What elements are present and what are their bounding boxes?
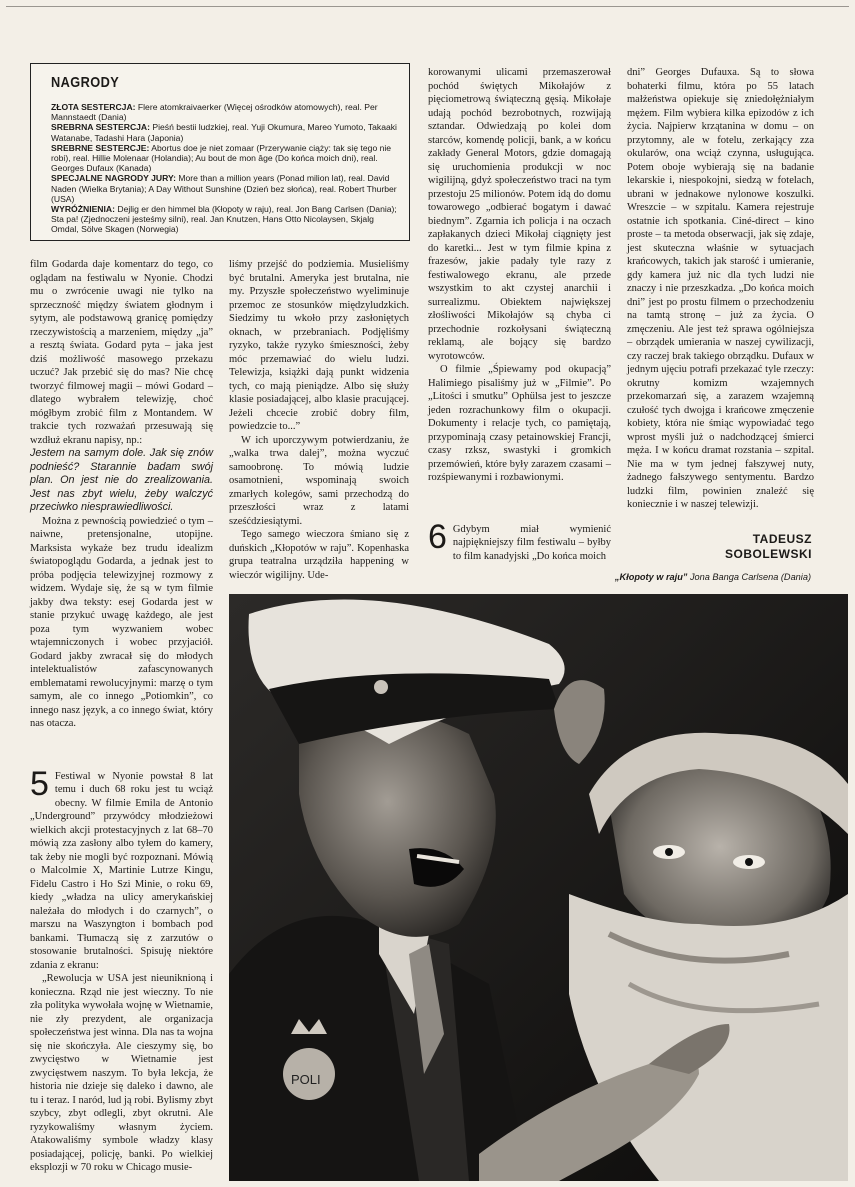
- badge-text: POLI: [291, 1072, 321, 1087]
- article-paragraph: „Rewolucja w USA jest nieuniknioną i konieczna. Rząd nie jest wieczny. To nie zła polityka wywołała wojnę w Wietnamie, nie zły prezydent, ale organizacja społeczeństwa jest winna. Dla nas ta wojna się nie skończyła. Ale cieszymy się, bo zwycięstwo w Wietnamie jest zwycięstwem naszym. To była lekcja, że historia nie dzieje się daleko i dawno, ale tu i teraz. I naród, lud ją robi. Bylismy zbyt szybcy, zbyt odlegli, zbyt okrutni. Ale ryzykowaliśmy własnym życiem. Atakowaliśmy symbole władzy klasy posiadającej, policję, banki. Po wielkiej eksplozji w 70 roku w Chicago musie-: [30, 973, 213, 1173]
- article-paragraph: O filmie „Śpiewamy pod okupacją” Halimiego pisaliśmy już w „Filmie”. Po „Litości i smutku” Ophülsa jest to jeszcze jeden rozrachunkowy film o okupacji. Dokumenty i relacje tych, co pamiętają, przypominają czasy petainowskiej Francji, czasy rzksz, swastyki i gromkich przemówień, które były zarazem czasami – rozśpiewanymi i rozbawionymi.: [428, 364, 611, 483]
- article-paragraph: W ich uporczywym potwierdzaniu, że „walka trwa dalej”, można wyczuć samoobronę. To mówią ludzie osamotnieni, wspominają swoich zmarłych kolegów, sami przechodzą do przeszłości wraz z latami sześćdziesiątymi.: [229, 434, 409, 527]
- awards-list: [41, 102, 399, 235]
- column-2: [229, 258, 409, 582]
- award-item: WYRÓŻNIENIA: Dejlig er den himmel bla (Kłopoty w raju), real. Jon Bang Carlsen (Dania); Sta pa! (Zjednoczeni jesteśmy silni), real. Jan Knutzen, Hans Otto Nicolaysen, Skjalg Omdal, Sölve Skagen (Norwegia): [51, 204, 397, 235]
- author-signature: [700, 532, 812, 562]
- article-paragraph: 5 Festiwal w Nyonie powstał 8 lat temu i duch 68 roku jest tu wciąż obecny. W filmie Emila de Antonio „Underground” przywódcy młodzieżowi wielkich akcji protestacyjnych z lat 68–70 mówią zza zasłony albo tyłem do kamery, tak żeby nie mogli być rozpoznani. Mówią o Malcolmie X, Martinie Lutrze Kingu, Fidelu Castro i Ho Szi Minie, o roku 69, kiedy „władza na ulicy amerykańskiej należała do młodych i do czarnych”, o marszu na Waszyngton i bombach pod bankami. Tłumaczą się z zarzutów o stosowanie brutalności. Spisuję niektóre zdania z ekranu:: [30, 764, 213, 971]
- award-item: ZŁOTA SESTERCJA: Flere atomkraivaerker (Więcej ośrodków atomowych), real. Per Mannstaedt (Dania): [51, 102, 378, 123]
- award-item: SREBRNA SESTERCJA: Pieśń bestii ludzkiej, real. Yuji Okumura, Mareo Yumoto, Takaaki Watanabe, Tadashi Hara (Japonia): [51, 122, 397, 143]
- article-paragraph: dni” Georges Dufauxa. Są to słowa bohaterki filmu, która po 55 latach małżeństwa opiekuje się zniedołężniałym mężem. Film wybiera kilka epizodów z ich życia. Najpierw krzątanina w domu – on przytomny, ale w fotelu, zerkający zza okularów, ona wciąż czynna, usługująca. Potem oboje wybierają się na badanie lekarskie i, niespokojni, siedzą w fotelach, ubrani w jednakowe nylonowe koszulki. Wreszcie – w szpitalu. Kamera rejestruje ostatnie ich spotkania. Ciné-direct – kino proste – ta metoda obserwacji, jak się zdaje, jest skuteczna właśnie w sytuacjach krańcowych, takich jak starość i umieranie, gdy kamera już nic dla tych ludzi nie znaczy i nie przeszkadza. „Do końca moich dni” jest po prostu filmem o przechodzeniu na tamtą stronę – już za życia. O zmęczeniu. Ale jest też sprawa ogólniejsza – obrządek umierania w naszej cywilizacji, czy raczej brak takiego obrządku. Dufaux w jednym ujęciu potrafi przekazać tyle rzeczy: okrutny komizm wzajemnych przekomarzań się, a zarazem wzajemną czułość tych dwojga i krańcowe zmęczenie kobiety, która nie śmiąc wypowiadać tego wprost myśli już o nadchodzącej śmierci męża. I w końcu dramat rozstania – szpital. Nie ma w tym jednej fałszywej nuty, żadnego fałszywego sentymentu. Bardzo ludzki film, powinien znaleźć się koniecznie i w naszej telewizji.: [627, 67, 814, 510]
- article-paragraph: 6 Gdybym miał wymienić najpiękniejszy film festiwalu – byłby to film kanadyjski „Do końca moich: [428, 517, 611, 562]
- film-still-photo: [229, 594, 848, 1181]
- column-3: [428, 66, 611, 563]
- column-1: [30, 258, 213, 1175]
- article-paragraph: liśmy przejść do podziemia. Musieliśmy być brutalni. Ameryka jest brutalna, nie my. Przyszłe społeczeństwo wyeliminuje przemoc ze stosunków międzyludzkich. Siedzimy tu wkoło przy zasłoniętych oknach, w przebraniach. Podjęliśmy ryzyko, także ryzyko śmieszności, żeby móc przemawiać do wielu ludzi. Telewizja, książki dają punkt widzenia tych, co mają pieniądze. Albo się służy klasie posiadającej, albo klasie pracującej. Jeżeli chcecie zrobić dobry film, powiedzcie to...”: [229, 259, 409, 432]
- award-item: SPECJALNE NAGRODY JURY: More than a million years (Ponad milion lat), real. David Naden (Wielka Brytania); A Day Without Sunshine (Dzień bez słońca), real. Robert Thurber (USA): [51, 173, 397, 204]
- column-4: [627, 66, 814, 512]
- article-paragraph: Można z pewnością powiedzieć o tym – naiwne, pretensjonalne, utopijne. Marksista wykaże bez trudu idealizm światopoglądu Godarda, a jednak jest to próba podjęcia telewizyjnej rozmowy z widzem. Wydaje się, że są w tym filmie jakby dwa teksty: esej Godarda jest w stanie przykuć uwagę każdego, ale jest poza tym wyzwaniem wobec wtajemniczonych i wobec przyjaciół. Godard jakby zwracał się do młodych intelektualistów zafascynowanych emblematami rewolucyjnymi: marzę o tym samym, ale co innego „Potiomkin”, co innego nasz język, a co innego świat, który nas otacza.: [30, 515, 213, 729]
- caption-text: Jona Banga Carlsena (Dania): [687, 572, 811, 582]
- article-paragraph: Tego samego wieczora śmiano się z duńskich „Kłopotów w raju”. Kopenhaska grupa teatralna urządziła happening w wieczór wigilijny. Ude-: [229, 529, 409, 581]
- article-paragraph: film Godarda daje komentarz do tego, co oglądam na festiwalu w Nyonie. Chodzi mu o zwrócenie uwagi nie tylko na sprzeczność między światem głodnym i sytym, ale podstawową granicę pomiędzy rzeczywistością a marzeniem, między „ja” a resztą świata. Godard pyta – jaka jest dziś możliwość masowego przekazu uczuć? Jak przebić się do mas? Nie chcę tworzyć filmowej magii – mówi Godard – dlatego wybrałem telewizję, choć mógłbym zrobić film z Montandem. W trakcie tych rozważań przesuwają się wzdłuż ekranu napisy, np.:: [30, 259, 213, 446]
- author-first-name: TADEUSZ: [752, 532, 812, 546]
- quote-paragraph: Jestem na samym dole. Jak się znów podnieść? Starannie badam swój plan. On jest nie do zrealizowania. Jest nas zbyt wielu, żeby walczyć przeciwko niesprawiedliwości.: [30, 447, 213, 513]
- award-item: SREBRNE SESTERCJE: Abortus doe je niet zomaar (Przerywanie ciąży: tak się tego nie robi), real. Hillie Molenaar (Holandia); Au bout de mon âge (Do końca moich dni), real. Georges Dufaux (Kanada): [51, 142, 392, 174]
- awards-heading: NAGRODY: [51, 74, 120, 91]
- article-paragraph: korowanymi ulicami przemaszerował pochód świętych Mikołajów z pięciometrową świąteczną gęsią. Mikołaje udają pochód bezrobotnych, rozwijają sztandar. Odwiedzają po kolei dom starców, komendę policji, bank, a w końcu zakłady General Motors, gdzie domagają się uruchomienia produkcji w noc wigilijną, gdyż społeczeństwo traci na tym przestoju 25 milionów. Potem idą do domu towarowego „odbierać bogatym i dawać biednym”. Zgarnia ich policja i na oczach zapłakanych dzieci Mikołaj ciągnięty jest do karetki... Jest w tym filmie kpina z frazesów, jakie padały tyle razy z festiwalowego ekranu, ale przede wszystkim to akt czystej anarchii i surrealizmu. Obiektem największej złośliwości Mikołajów są chyba ci przechodnie rozkołysani świąteczną reklamą, ale bojący się bardzo wyrotowców.: [428, 67, 611, 362]
- photo-caption: [500, 572, 811, 582]
- section-number: 5: [30, 764, 49, 803]
- section-number: 6: [428, 517, 447, 556]
- top-rule: [6, 6, 849, 7]
- awards-box: [30, 63, 410, 241]
- caption-title: „Kłopoty w raju”: [614, 572, 688, 582]
- photo-illustration: [229, 594, 848, 1181]
- author-last-name: SOBOLEWSKI: [724, 547, 812, 561]
